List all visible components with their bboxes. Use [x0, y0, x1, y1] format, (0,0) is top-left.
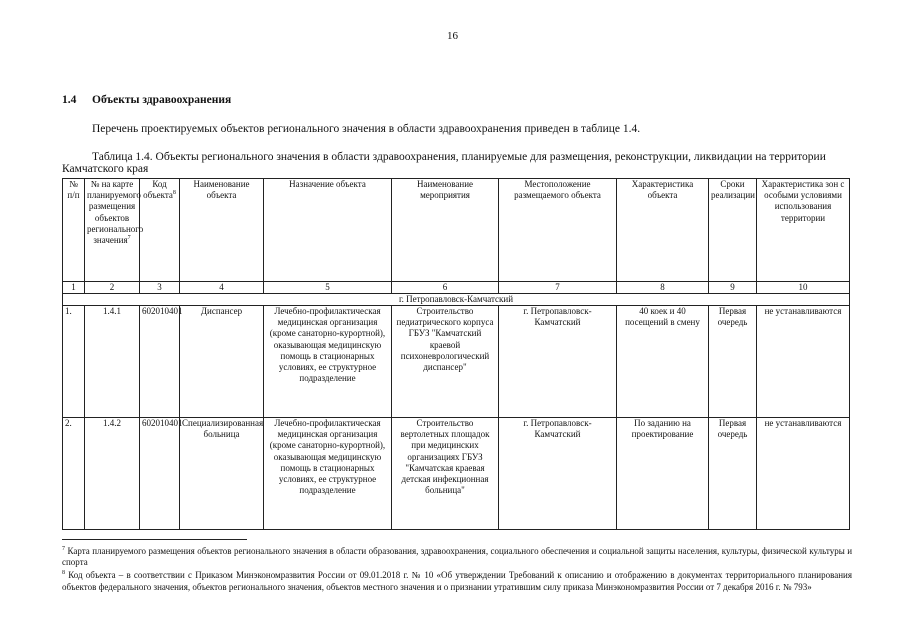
table-cell: Первая очередь — [709, 418, 757, 530]
footnote-mark: 8 — [62, 570, 65, 577]
footnote — [62, 546, 852, 568]
section-title: Объекты здравоохранения — [92, 94, 232, 106]
table-caption: Таблица 1.4. Объекты регионального значения в области здравоохранения, планируемые для размещения, реконструкции, ликвидации на территории Камчатского края — [62, 151, 826, 175]
column-number: 8 — [617, 282, 709, 294]
table-cell: 1.4.1 — [85, 306, 140, 418]
column-number: 1 — [63, 282, 85, 294]
section-heading — [62, 94, 231, 106]
header-cell: Местоположение размещаемого объекта — [499, 179, 617, 282]
section-number: 1.4 — [62, 94, 77, 106]
table-cell: 40 коек и 40 посещений в смену — [617, 306, 709, 418]
table-cell: не устанавливаются — [757, 418, 850, 530]
column-number: 3 — [140, 282, 180, 294]
table-cell: Диспансер — [180, 306, 264, 418]
table-row — [63, 306, 850, 418]
table-cell: Первая очередь — [709, 306, 757, 418]
header-cell-code: Код объекта$^8$ — [140, 179, 180, 282]
column-number: 4 — [180, 282, 264, 294]
footnote-separator — [62, 539, 247, 540]
column-number-row — [63, 282, 850, 294]
objects-table — [62, 178, 850, 530]
header-cell: Характеристика объекта — [617, 179, 709, 282]
table-cell: Лечебно-профилактическая медицинская организация (кроме санаторно-курортной), оказывающая медицинскую помощь в стационарных условиях, ее структурное подразделение — [264, 418, 392, 530]
table-cell: Специализированная больница — [180, 418, 264, 530]
footnote-mark: 7 — [62, 546, 65, 552]
footnote-text: Карта планируемого размещения объектов регионального значения в области образования, здравоохранения, социального обеспечения и социальной защиты населения, культуры, физической культуры и спорта — [62, 546, 853, 568]
column-number: 2 — [85, 282, 140, 294]
table-cell: г. Петропавловск-Камчатский — [499, 306, 617, 418]
footnote-mark: 8 — [172, 190, 176, 197]
table-cell: 1.4.2 — [85, 418, 140, 530]
footnote-text: Код объекта – в соответствии с Приказом Минэкономразвития России от 09.01.2018 г. № 10 «Об утверждении Требований к описанию и отображению в документах территориального планирования объектов федерального значения, объектов регионального значения, объектов местного значения и о признании утратившим силу приказа Минэкономразвития России от 7 декабря 2016 г. № 793» — [62, 570, 852, 592]
header-cell: Сроки реализации — [709, 179, 757, 282]
column-number: 7 — [499, 282, 617, 294]
table-cell: Лечебно-профилактическая медицинская организация (кроме санаторно-курортной), оказывающая медицинскую помощь в стационарных условиях, ее структурное подразделение — [264, 306, 392, 418]
intro-paragraph: Перечень проектируемых объектов регионального значения в области здравоохранения приведен в таблице 1.4. — [92, 123, 641, 135]
page-number: 16 — [447, 30, 458, 42]
table-cell: Строительство вертолетных площадок при медицинских организациях ГБУЗ "Камчатская краевая детская инфекционная больница" — [392, 418, 499, 530]
header-cell: № п/п — [63, 179, 85, 282]
table-row — [63, 418, 850, 530]
table-cell: 602010401 — [140, 418, 180, 530]
table-cell: По заданию на проектирование — [617, 418, 709, 530]
table-cell: Строительство педиатрического корпуса ГБУЗ "Камчатский краевой психоневрологический диспансер" — [392, 306, 499, 418]
column-number: 5 — [264, 282, 392, 294]
column-number: 6 — [392, 282, 499, 294]
table-cell: г. Петропавловск-Камчатский — [499, 418, 617, 530]
table-cell: 2. — [63, 418, 85, 530]
header-cell: Назначение объекта — [264, 179, 392, 282]
header-cell: Характеристика зон с особыми условиями использования территории — [757, 179, 850, 282]
column-number: 9 — [709, 282, 757, 294]
city-group-row — [63, 294, 850, 306]
header-cell: Наименование объекта — [180, 179, 264, 282]
table-cell: 1. — [63, 306, 85, 418]
header-cell: Наименование мероприятия — [392, 179, 499, 282]
footnote-mark: 7 — [127, 235, 131, 242]
table-header-row — [63, 179, 850, 282]
header-cell-map: № на карте планируемого размещения объектов регионального значения$^7$ — [85, 179, 140, 282]
table-cell: 602010401 — [140, 306, 180, 418]
city-group-label: г. Петропавловск-Камчатский — [63, 294, 850, 306]
column-number: 10 — [757, 282, 850, 294]
table-cell: не устанавливаются — [757, 306, 850, 418]
footnote — [62, 570, 852, 592]
footnotes — [62, 546, 852, 595]
